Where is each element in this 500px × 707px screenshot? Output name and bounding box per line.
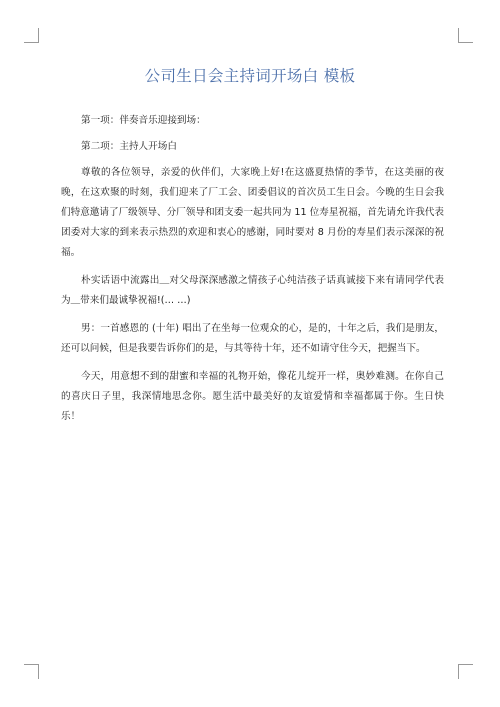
crop-mark-top-left <box>24 28 39 43</box>
paragraph-closing-wishes: 今天，用意想不到的甜蜜和幸福的礼物开始，像花儿绽开一样，奥妙难测。在你自己的喜庆日子里，我深情地思念你。愿生活中最美好的友谊爱情和幸福都属于你。生日快乐！ <box>61 371 444 422</box>
crop-mark-top-right <box>458 28 473 43</box>
paragraph-item-2: 第二项：主持人开场白 <box>81 141 177 152</box>
paragraph-item-1: 第一项：伴奏音乐迎接到场： <box>81 115 206 126</box>
document-body <box>61 111 444 435</box>
paragraph-parents-gratitude: 朴实话语中流露出＿对父母深深感激之情孩子心纯洁孩子话真诚接下来有请同学代表为＿带来们最诚挚祝福!(… …) <box>61 275 444 306</box>
crop-mark-bottom-left <box>24 664 39 679</box>
crop-mark-bottom-right <box>458 664 473 679</box>
paragraph-male-host: 男：一首感恩的 (十年) 唱出了在坐每一位观众的心，是的，十年之后，我们是朋友，还可以问候，但是我要告诉你们的是，与其等待十年，还不如请守住今天，把握当下。 <box>61 323 444 354</box>
document-title: 公司生日会主持词开场白 模板 <box>144 67 356 85</box>
paragraph-opening-speech: 尊敬的各位领导，亲爱的伙伴们，大家晚上好!在这盛夏热情的季节，在这美丽的夜晚，在这欢聚的时刻，我们迎来了厂工会、团委倡议的首次员工生日会。今晚的生日会我们特意邀请了厂级领导、分厂领导和团支委一起共同为 11 位寿星祝福，首先请允许我代表团委对大家的到来表示热烈的欢迎和衷心的感谢，同时要对 8 月份的寿星们表示深深的祝福。 <box>61 167 444 258</box>
